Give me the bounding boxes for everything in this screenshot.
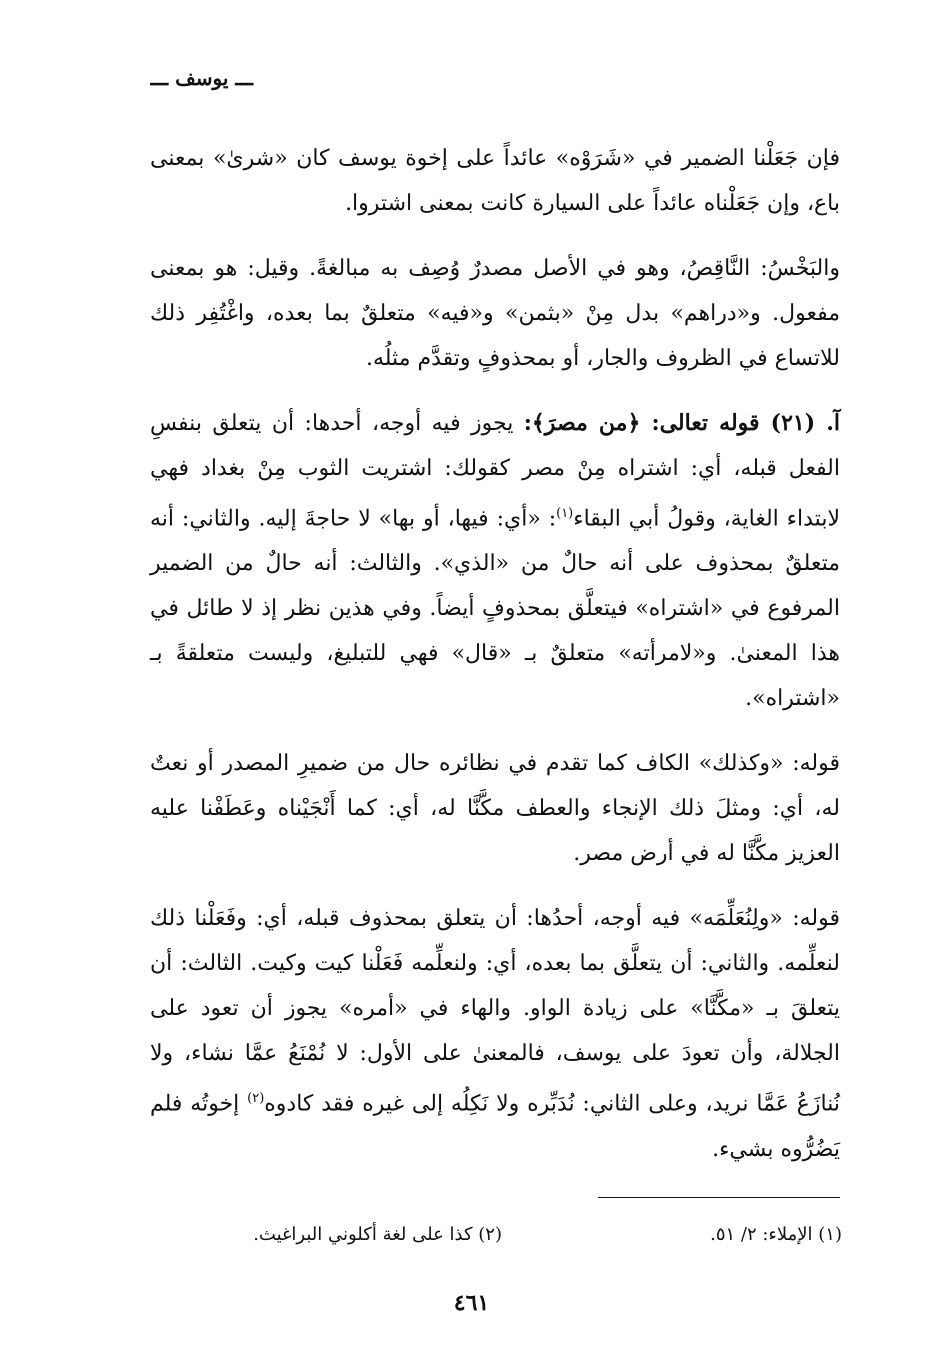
paragraph-4	[150, 896, 840, 1171]
footnote-ref-1: (١)	[556, 506, 574, 521]
footnote-ref-2: (٢)	[247, 1091, 265, 1107]
paragraph-2: والبَخْسُ: النَّاقِصُ، وهو في الأصل مصدرٌ وُصِف به مبالغةً. وقيل: هو بمعنى مفعول. و«دراهم» بدل مِنْ «بثمن» و«فيه» متعلقٌ بما بعده، واغْتُفِر ذلك للاتساع في الظروف والجار، أو بمحذوفٍ وتقدَّم مثلُه.	[150, 256, 840, 371]
paragraph-1: فإن جَعَلْنا الضمير في «شَرَوْه» عائداً على إخوة يوسف كان «شرىٰ» بمعنى باع، وإن جَعَلْناه عائداً على السيارة كانت بمعنى اشتروا.	[150, 146, 840, 216]
footnotes	[210, 1224, 842, 1254]
paragraph-4-text: قوله: «ولِنُعَلِّمَه» فيه أوجه، أحدُها: أن يتعلق بمحذوف قبله، أي: وفَعَلْنا ذلك لنعلِّمه. والثاني: أن يتعلَّق بما بعده، أي: ولنعلِّمه فَعَلْنا كيت وكيت. الثالث: أن يتعلقَ بـ «مكَّنَّا» على زيادة الواو. والهاء في «أمره» يجوز أن تعود على الجلالة، وأن تعودَ على يوسف، فالمعنىٰ على الأول: لا نُمْنَعُ عمَّا نشاء، ولا نُنازَعُ عَمَّا نريد، وعلى الثاني: نُدَبِّره ولا نَكِلُه إلى غيره فقد كادوه	[150, 906, 840, 1117]
running-header: ـــ يوسف ـــ	[150, 66, 253, 90]
paragraph-4-tail: إخوتُه فلم يَضُرُّوه بشيء.	[150, 1091, 840, 1162]
verse-heading: آ. (٢١) قوله تعالى: ﴿من مصرَ﴾:	[523, 410, 840, 436]
paragraph-3: قوله: «وكذلك» الكاف كما تقدم في نظائره حال من ضميرِ المصدر أو نعتٌ له، أي: ومثلَ ذلك الإنجاء والعطف مكَّنَّا له، أي: كما أَنْجَيْناه وعَطَفْنا عليه العزيز مكَّنَّا له في أرض مصر.	[150, 751, 840, 867]
footnote-1: (١) الإملاء: ٢/ ٥١.	[710, 1224, 842, 1245]
verse-text-b: : «أي: فيها، أو بها» لا حاجةَ إليه. والثاني: أنه متعلقٌ بمحذوف على أنه حالٌ من «الذي». والثالث: أنه حالٌ من الضمير المرفوع في «اشتراه» فيتعلَّق بمحذوفٍ أيضاً. وفي هذين نظر إذ لا طائل في هذا المعنىٰ. و«لامرأته» متعلقٌ بـ «قال» فهي للتبليغ، وليست متعلقةً بـ «اشتراه».	[150, 506, 840, 712]
main-text	[150, 136, 840, 1192]
paragraph-verse-21	[150, 401, 840, 721]
page-number: ٤٦١	[453, 1290, 490, 1316]
verse-text-a: يجوز فيه أوجه، أحدها: أن يتعلق بنفسِ الفعل قبله، أي: اشتراه مِنْ مصر كقولك: اشتريت الثوب مِنْ بغداد فهي لابتداء الغاية، وقولُ أبي البقاء	[150, 411, 840, 532]
footnote-divider	[598, 1197, 840, 1198]
footnote-2: (٢) كذا على لغة أكلوني البراغيث.	[253, 1224, 502, 1245]
